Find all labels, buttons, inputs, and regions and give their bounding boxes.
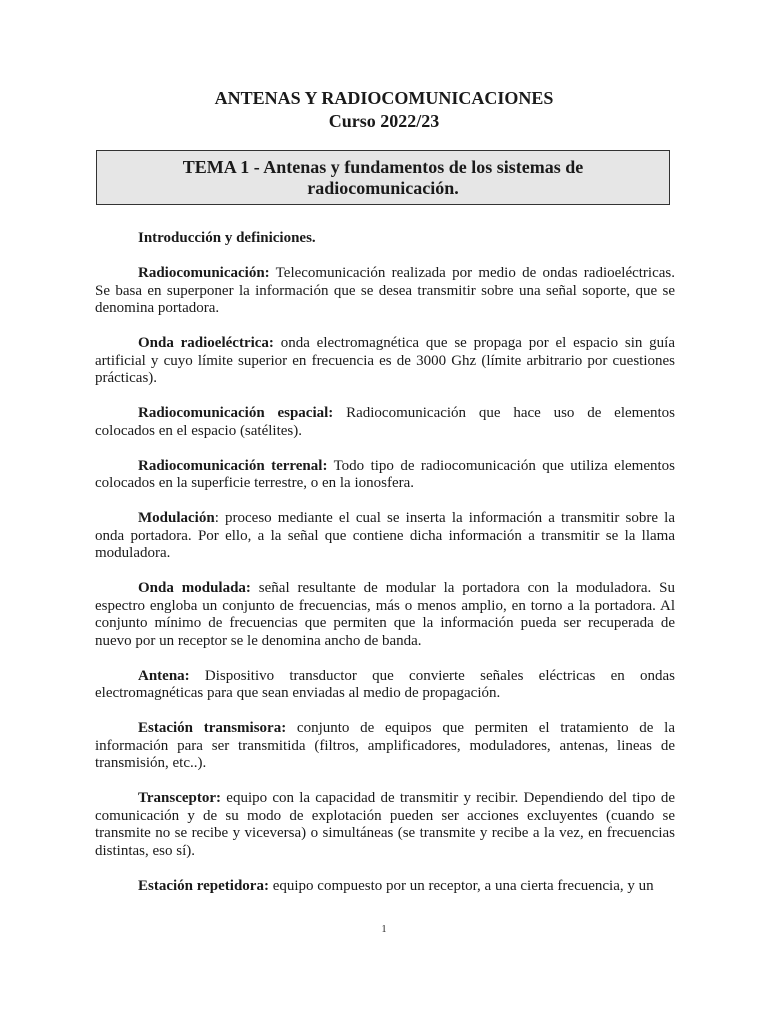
course-label: Curso 2022/23 [328, 111, 440, 131]
definition-text: equipo compuesto por un receptor, a una cierta frecuencia, y un [268, 877, 654, 894]
definition-term: Modulación [138, 510, 215, 526]
definition-text: Radiocomunicación que hace uso de elementos colocados en el espacio (satélites). [95, 405, 675, 439]
page-number: 1 [381, 924, 387, 935]
topic-box [96, 150, 670, 205]
definition-term: Onda radioeléctrica: [138, 335, 274, 351]
definition-paragraph [95, 668, 675, 703]
definition-text: onda electromagnética que se propaga por el espacio sin guía artificial y cuyo límite superior en frecuencia es de 3000 Ghz (límite arbitrario por cuestiones prácticas). [95, 335, 675, 386]
definition-paragraph [95, 720, 675, 773]
definition-term: Radiocomunicación terrenal: [138, 457, 328, 474]
section-heading: Introducción y definiciones. [138, 230, 316, 246]
definition-term: Antena: [138, 667, 190, 684]
definition-text: equipo con la capacidad de transmitir y recibir. Dependiendo del tipo de comunicación y de su modo de explotación pueden ser acciones excluyentes (cuando se transmite no se recibe y viceversa) o simultáneas (se transmite y recibe a la vez, en frecuencias distintas, eso sí). [95, 790, 675, 859]
definition-term: Estación transmisora: [138, 720, 287, 736]
topic-title: TEMA 1 - Antenas y fundamentos de los sistemas de radiocomunicación. [182, 156, 584, 198]
definition-text: Todo tipo de radiocomunicación que utiliza elementos colocados en la superficie terrestre, o en la ionosfera. [95, 457, 675, 491]
definition-term: Estación repetidora: [138, 877, 269, 894]
definition-term: Transceptor: [138, 790, 222, 806]
definition-term: Onda modulada: [138, 580, 251, 596]
definition-paragraph [95, 510, 675, 563]
definition-text: Telecomunicación realizada por medio de ondas radioeléctricas. Se basa en superponer la información que se desea transmitir sobre una señal soporte, que se denomina portadora. [95, 265, 675, 316]
definition-text: conjunto de equipos que permiten el tratamiento de la información para ser transmitida (filtros, amplificadores, moduladores, antenas, lineas de transmisión, etc..). [95, 720, 675, 771]
document-body [95, 230, 675, 913]
definition-paragraph [95, 335, 675, 388]
definition-text: : proceso mediante el cual se inserta la información a transmitir sobre la onda portadora. Por ello, a la señal que contiene dicha información a transmitir se la llama moduladora. [95, 510, 675, 561]
definition-paragraph [95, 580, 675, 650]
definition-paragraph [95, 878, 675, 896]
document-title: ANTENAS Y RADIOCOMUNICACIONES [214, 88, 554, 108]
definition-paragraph [95, 458, 675, 493]
definition-paragraph [95, 405, 675, 440]
section-heading-paragraph [95, 230, 675, 248]
definition-text: Dispositivo transductor que convierte señales eléctricas en ondas electromagnéticas para que sean enviadas al medio de propagación. [95, 667, 675, 701]
definition-text: señal resultante de modular la portadora con la moduladora. Su espectro engloba un conjunto de frecuencias, más o menos amplio, en torno a la portadora. Al conjunto mínimo de frecuencias que permiten que la información pueda ser recuperada de nuevo por un receptor se le denomina ancho de banda. [95, 580, 675, 649]
definition-paragraph [95, 265, 675, 318]
definition-term: Radiocomunicación: [138, 265, 270, 281]
definition-term: Radiocomunicación espacial: [138, 405, 334, 421]
definition-paragraph [95, 790, 675, 860]
